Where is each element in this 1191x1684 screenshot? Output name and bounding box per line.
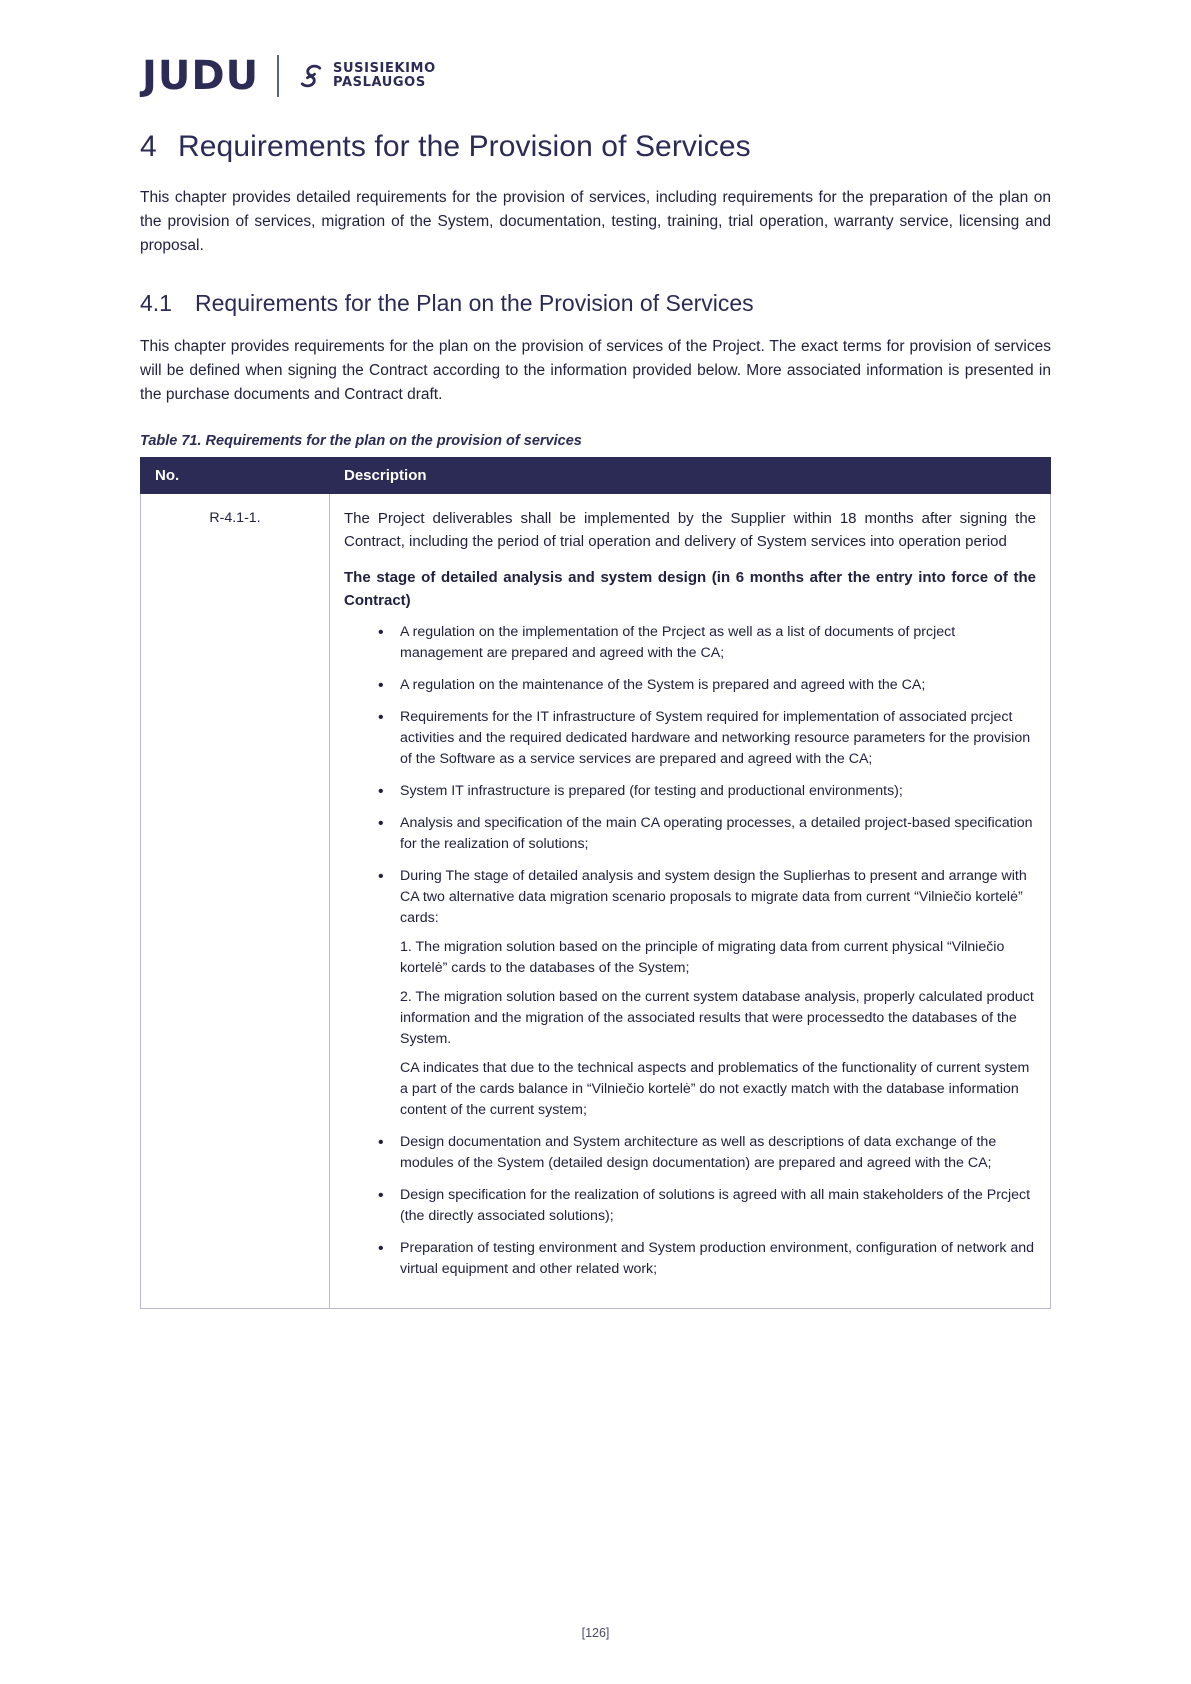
list-item (378, 622, 1036, 664)
sp-line-1: SUSISIEKIMO (333, 60, 436, 76)
bullet-text: Preparation of testing environment and System production environment, configuration of network and virtual equipment and other related work; (400, 1240, 1035, 1278)
list-item (378, 813, 1036, 855)
table-header-row (141, 458, 1051, 494)
bullet-text: Design specification for the realization of solutions is agreed with all main stakeholders of the Prcject (the directly associated solutions); (400, 1187, 1031, 1225)
bullet-text: Design documentation and System architecture as well as descriptions of data exchange of the modules of the System (detailed design documentation) are prepared and agreed with the CA; (400, 1134, 997, 1172)
bullet-text: Requirements for the IT infrastructure of System required for implementation of associated prcject activities and the required dedicated hardware and networking resource parameters for the provision of the Software as a service services are prepared and agreed with the CA; (400, 709, 1031, 768)
chapter-heading (140, 130, 1051, 164)
bullet-text: A regulation on the implementation of the Prcject as well as a list of documents of prcject management are prepared and agreed with the CA; (400, 624, 956, 662)
logo-divider (277, 55, 279, 97)
section-title: Requirements for the Plan on the Provision of Services (195, 290, 754, 317)
bullet-text: System IT infrastructure is prepared (for testing and productional environments); (400, 783, 903, 800)
section-heading (140, 290, 1051, 317)
ca-indication-note: CA indicates that due to the technical aspects and problematics of the functionality of current system a part of the cards balance in “Vilniečio kortelė” do not exactly match with the database information content of the current system; (400, 1060, 1030, 1119)
bullet-text: A regulation on the maintenance of the System is prepared and agreed with the CA; (400, 677, 926, 694)
list-item (378, 675, 1036, 696)
list-item (378, 1132, 1036, 1174)
requirement-id: R-4.1-1. (141, 494, 330, 1308)
judu-logo: JUDU (142, 53, 260, 99)
page-number: [126] (581, 1626, 610, 1640)
section-number: 4.1 (140, 290, 172, 317)
requirement-description (330, 494, 1051, 1308)
list-item (378, 1238, 1036, 1280)
column-header-no: No. (141, 458, 330, 494)
swirl-icon (297, 62, 325, 90)
migration-option-1: 1. The migration solution based on the principle of migrating data from current physical “Vilniečio kortelė” cards to the databases of the System; (400, 939, 1005, 977)
list-item (378, 1185, 1036, 1227)
requirement-bullet-list (344, 622, 1036, 1280)
sp-line-2: PASLAUGOS (333, 75, 426, 90)
column-header-description: Description (330, 458, 1051, 494)
list-item (378, 866, 1036, 1121)
section-intro-paragraph: This chapter provides requirements for the plan on the provision of services of the Project. The exact terms for provision of services will be defined when signing the Contract according to the information provided below. More associated information is presented in the purchase documents and Contract draft. (140, 338, 1051, 404)
table-row (141, 494, 1051, 1308)
table-caption: Table 71. Requirements for the plan on the provision of services (140, 433, 582, 450)
requirements-table (140, 457, 1051, 1308)
chapter-number: 4 (140, 130, 157, 163)
susisiekimo-paslaugos-text (333, 62, 436, 90)
migration-option-2: 2. The migration solution based on the current system database analysis, properly calculated product information and the migration of the associated results that were processedto the databases of the System. (400, 989, 1034, 1048)
list-item (378, 707, 1036, 770)
susisiekimo-paslaugos-logo (297, 62, 436, 90)
list-item (378, 781, 1036, 802)
stage-title: The stage of detailed analysis and system design (in 6 months after the entry into force of the Contract) (344, 569, 1036, 609)
bullet-text: During The stage of detailed analysis and system design the Suplierhas to present and arrange with CA two alternative data migration scenario proposals to migrate data from current “Vilniečio kortelė” cards: (400, 868, 1027, 927)
chapter-title: Requirements for the Provision of Services (178, 130, 751, 163)
bullet-text: Analysis and specification of the main CA operating processes, a detailed project-based specification for the realization of solutions; (400, 815, 1033, 853)
brand-header (140, 46, 1051, 106)
requirement-lead-text: The Project deliverables shall be implemented by the Supplier within 18 months after signing the Contract, including the period of trial operation and delivery of System services into operation period (344, 510, 1036, 550)
chapter-intro-paragraph: This chapter provides detailed requirements for the provision of services, including requirements for the preparation of the plan on the provision of services, migration of the System, documentation, testing, training, trial operation, warranty service, licensing and proposal. (140, 189, 1051, 255)
